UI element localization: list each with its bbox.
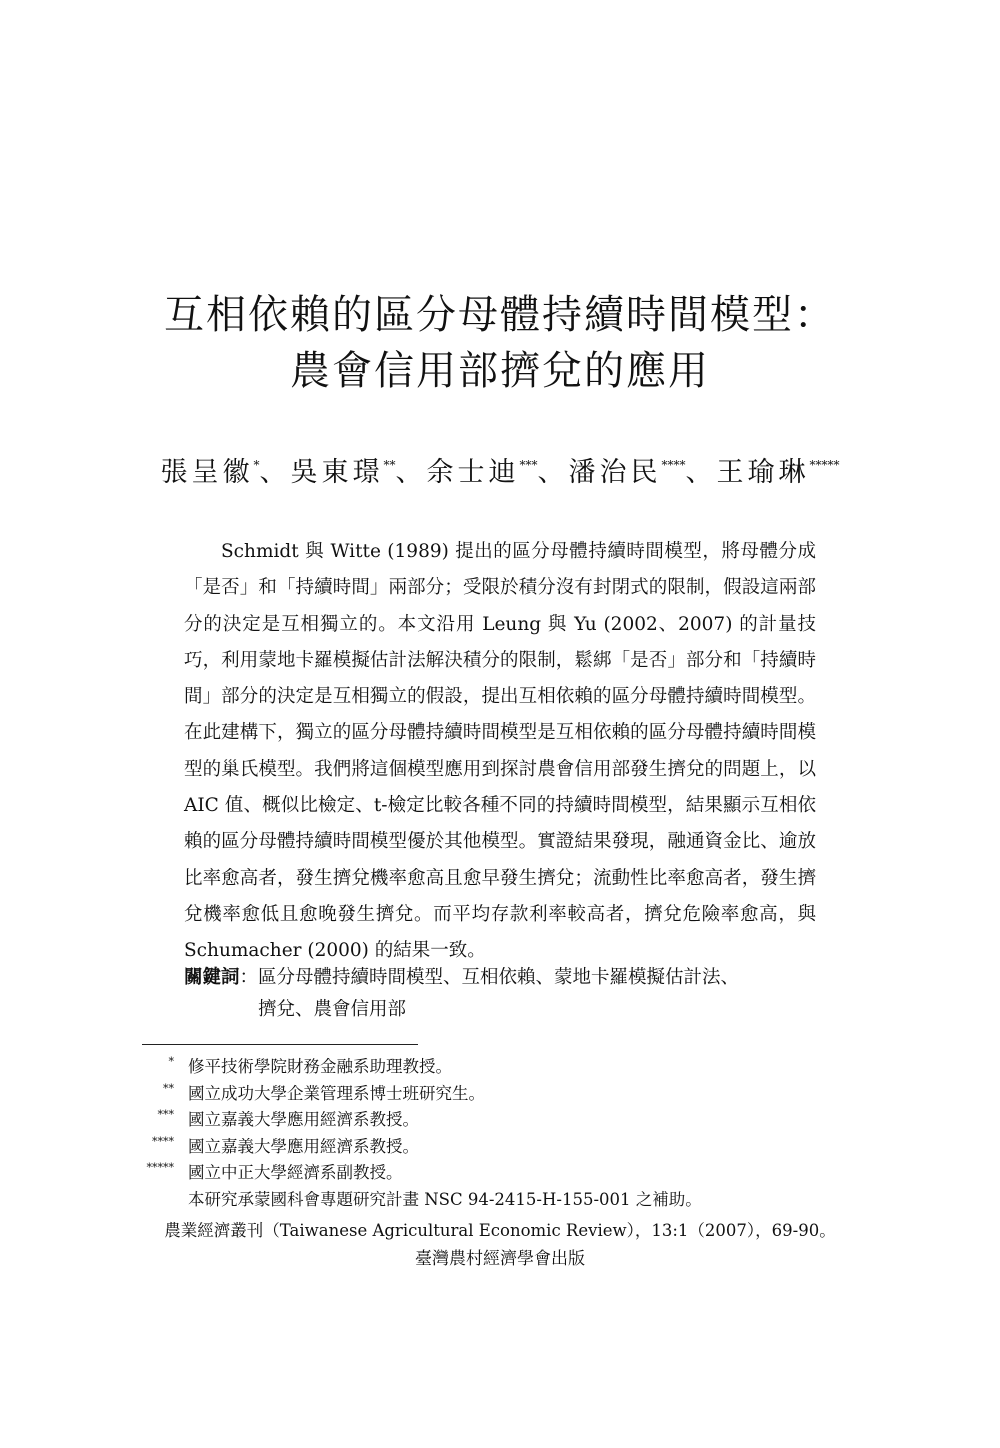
author-separator: 、 [259,457,291,488]
footnote-divider [142,1044,418,1045]
author-name: 王瑜琳 [716,457,810,488]
author-name: 張呈徽 [160,457,254,488]
footnote-mark: ** [163,1081,174,1095]
journal-citation: 農業經濟叢刊（Taiwanese Agricultural Economic Review），13:1（2007），69-90。 [164,1221,836,1240]
author-name: 吳東璟 [290,457,384,488]
footnote [140,1081,840,1108]
author-name: 余士迪 [426,457,520,488]
footnote [140,1134,840,1161]
footnote-mark: * [168,1055,174,1068]
paper-title-line-1: 互相依賴的區分母體持續時間模型： [164,292,836,338]
grant-acknowledgement: 本研究承蒙國科會專題研究計畫 NSC 94-2415-H-155-001 之補助。 [188,1189,702,1209]
footnote-mark: *** [157,1108,174,1121]
author-separator: 、 [537,457,569,488]
footnote [140,1054,840,1081]
author-footnote-mark: ***** [809,458,840,472]
footnote-text: 國立嘉義大學應用經濟系教授。 [188,1136,419,1156]
author-footnote-mark: **** [661,458,686,472]
publisher-line: 臺灣農村經濟學會出版 [415,1249,585,1269]
keywords-line-1: 區分母體持續時間模型、互相依賴、蒙地卡羅模擬估計法、 [258,967,740,988]
footnote-mark: ***** [146,1161,174,1174]
footnote-text: 國立成功大學企業管理系博士班研究生。 [188,1083,485,1103]
footnote-text: 國立中正大學經濟系副教授。 [188,1163,403,1182]
keywords-list [258,962,739,1026]
author-separator: 、 [395,457,427,488]
author-footnote-mark: *** [519,458,538,472]
author-footnote-mark: ** [383,458,396,472]
footnote-mark: **** [152,1134,174,1148]
footnote-text: 修平技術學院財務金融系助理教授。 [188,1057,452,1076]
author-footnote-mark: * [253,458,260,472]
keywords-label: 關鍵詞 [184,967,240,988]
paper-title-line-2: 農會信用部擠兌的應用 [290,348,710,394]
author-separator: 、 [685,457,717,488]
footnote [140,1107,840,1134]
author-list [0,455,1000,491]
keywords-colon: ： [239,967,259,988]
keywords-line-2: 擠兌、農會信用部 [258,999,407,1020]
author-name: 潘治民 [568,457,662,488]
footnote [140,1160,840,1187]
keywords-block [184,962,824,1026]
footnote-text: 國立嘉義大學應用經濟系教授。 [188,1110,419,1129]
abstract-paragraph: Schmidt 與 Witte (1989) 提出的區分母體持續時間模型，將母體分成「是否」和「持續時間」兩部分；受限於積分沒有封閉式的限制，假設這兩部分的決定是互相獨立的。本文沿用 Leung 與 Yu (2002、2007) 的計量技巧，利用蒙地卡羅模擬估計法解決積分的限制，鬆綁「是否」部分和「持續時間」部分的決定是互相獨立的假設，提出互相依賴的區分母體持續時間模型。在此建構下，獨立的區分母體持續時間模型是互相依賴的區分母體持續時間模型的巢氏模型。我們將這個模型應用到探討農會信用部發生擠兌的問題上，以 AIC 值、概似比檢定、t-檢定比較各種不同的持續時間模型，結果顯示互相依賴的區分母體持續時間模型優於其他模型。實證結果發現，融通資金比、逾放比率愈高者，發生擠兌機率愈高且愈早發生擠兌；流動性比率愈高者，發生擠兌機率愈低且愈晚發生擠兌。而平均存款利率較高者，擠兌危險率愈高，與 Schumacher (2000) 的結果一致。 [184,541,816,962]
footnotes [140,1054,840,1213]
